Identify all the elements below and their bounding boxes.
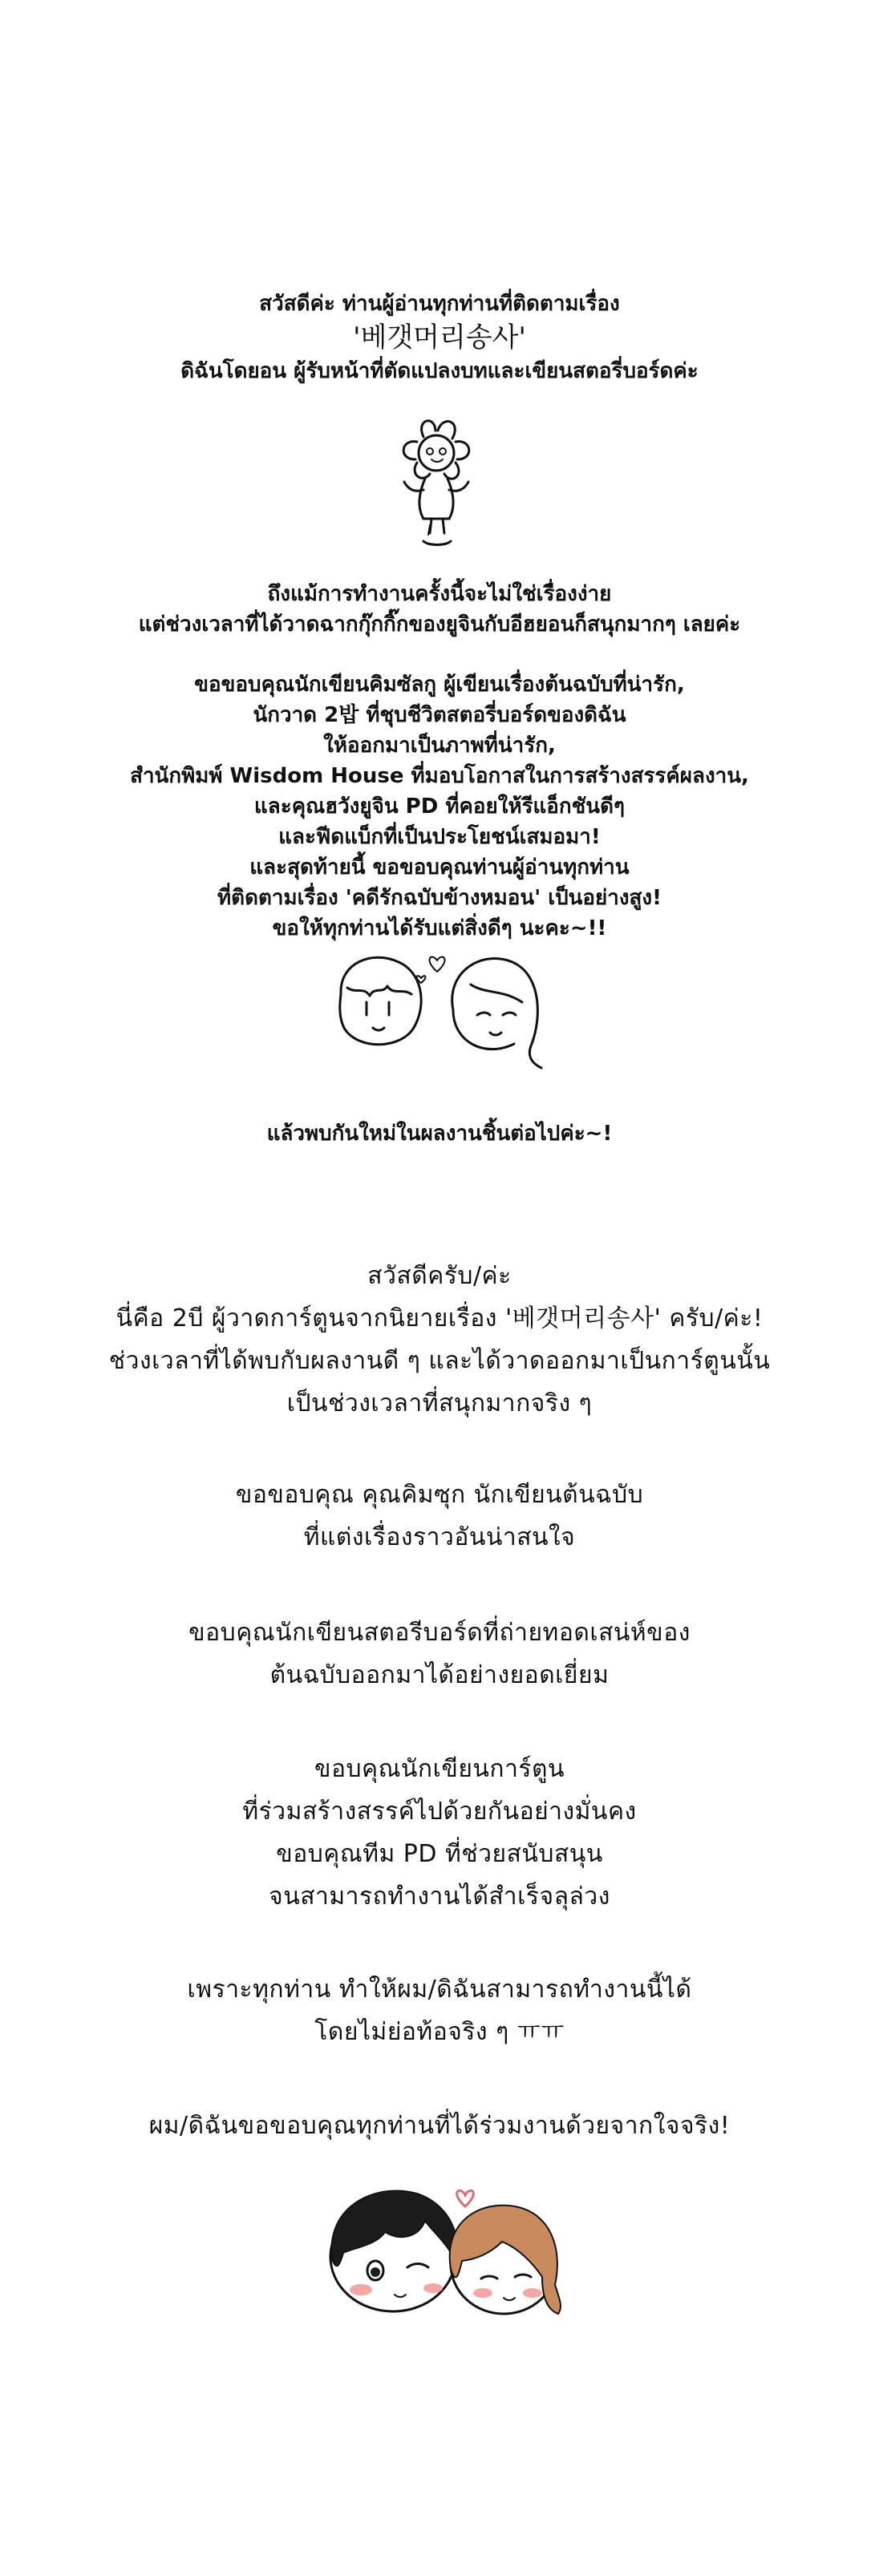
- artist-line: เป็นช่วงเวลาที่สนุกมากจริง ๆ: [286, 1389, 593, 1417]
- artist-line: ผม/ดิฉันขอขอบคุณทุกท่านที่ได้ร่วมงานด้วยจากใจจริง!: [148, 2112, 731, 2140]
- thanks-line: สำนักพิมพ์ Wisdom House ที่มอบโอกาสในการสร้างสรรค์ผลงาน,: [130, 764, 749, 788]
- artist-message-p2: [0, 1474, 879, 1559]
- artist-line: ขอบคุณทีม PD ที่ช่วยสนับสนุน: [276, 1840, 603, 1868]
- reflection-line: แต่ช่วงเวลาที่ได้วาดฉากกุ๊กกิ๊กของยูจินกับอีฮยอนก็สนุกมากๆ เลยค่ะ: [138, 613, 741, 637]
- greeting-line: สวัสดีค่ะ ท่านผู้อ่านทุกท่านที่ติดตามเรื่อง: [259, 292, 620, 316]
- artist-line: โดยไม่ย่อท้อจริง ๆ ㅠㅠ: [314, 2018, 565, 2046]
- reflection-line: ถึงแม้การทำงานครั้งนี้จะไม่ใช่เรื่องง่าย: [267, 582, 612, 606]
- artist-message-p5: [0, 1968, 879, 2053]
- artist-line: ที่แต่งเรื่องราวอันน่าสนใจ: [303, 1523, 576, 1551]
- thanks-line: และสุดท้ายนี้ ขอขอบคุณท่านผู้อ่านทุกท่าน: [249, 855, 630, 880]
- artist-message-p3: [0, 1612, 879, 1696]
- artist-line: นี่คือ 2บี ผู้วาดการ์ตูนจากนิยายเรื่อง '베갯머리송사' ครับ/ค่ะ!: [115, 1304, 764, 1332]
- thanks-line: ให้ออกมาเป็นภาพที่น่ารัก,: [323, 734, 556, 758]
- thanks-line: และฟีดแบ็กที่เป็นประโยชน์เสมอมา!: [278, 825, 601, 849]
- thanks-block: [0, 669, 879, 944]
- closing-block: [0, 1118, 879, 1149]
- artist-line: จนสามารถทำงานได้สำเร็จลุล่วง: [269, 1882, 610, 1911]
- artist-message-p6: [0, 2105, 879, 2147]
- thanks-line: ขอขอบคุณนักเขียนคิมซัลกู ผู้เขียนเรื่องต้นฉบับที่น่ารัก,: [194, 673, 685, 697]
- flower-character-doodle: [385, 413, 489, 553]
- artist-line: ขอบคุณนักเขียนสตอรีบอร์ดที่ถ่ายทอดเสน่ห์ของ: [188, 1619, 691, 1647]
- artist-line: สวัสดีครับ/ค่ะ: [367, 1262, 512, 1290]
- greeting-block: [0, 289, 879, 386]
- artist-line: ขอขอบคุณ คุณคิมซุก นักเขียนต้นฉบับ: [235, 1481, 644, 1509]
- thanks-line: และคุณฮวังยูจิน PD ที่คอยให้รีแอ็กชันดีๆ: [254, 795, 625, 819]
- couple-color-doodle: [305, 2165, 569, 2325]
- korean-title: '베갯머리송사': [353, 321, 526, 354]
- artist-line: เพราะทุกท่าน ทำให้ผม/ดิฉันสามารถทำงานนี้ได้: [187, 1975, 692, 2004]
- couple-sketch-doodle: [325, 938, 557, 1074]
- artist-line: ช่วงเวลาที่ได้พบกับผลงานดี ๆ และได้วาดออกมาเป็นการ์ตูนนั้น: [108, 1347, 771, 1375]
- artist-line: ที่ร่วมสร้างสรรค์ไปด้วยกันอย่างมั่นคง: [242, 1798, 637, 1826]
- artist-message-p1: [0, 1255, 879, 1425]
- thanks-line: ขอให้ทุกท่านได้รับแต่สิ่งดีๆ นะคะ~!!: [272, 916, 607, 940]
- artist-line: ต้นฉบับออกมาได้อย่างยอดเยี่ยม: [269, 1661, 610, 1689]
- artist-message-p4: [0, 1748, 879, 1918]
- thanks-line: ที่ติดตามเรื่อง 'คดีรักฉบับข้างหมอน' เป็นอย่างสูง!: [217, 886, 662, 910]
- closing-line: แล้วพบกันใหม่ในผลงานชิ้นต่อไปค่ะ~!: [266, 1122, 613, 1146]
- thanks-line: นักวาด 2밥 ที่ชุบชีวิตสตอรี่บอร์ดของดิฉัน: [253, 703, 626, 727]
- work-reflection-block: [0, 579, 879, 640]
- writer-intro: ดิฉันโดยอน ผู้รับหน้าที่ตัดแปลงบทและเขียนสตอรี่บอร์ดค่ะ: [180, 359, 699, 383]
- artist-line: ขอบคุณนักเขียนการ์ตูน: [314, 1755, 565, 1783]
